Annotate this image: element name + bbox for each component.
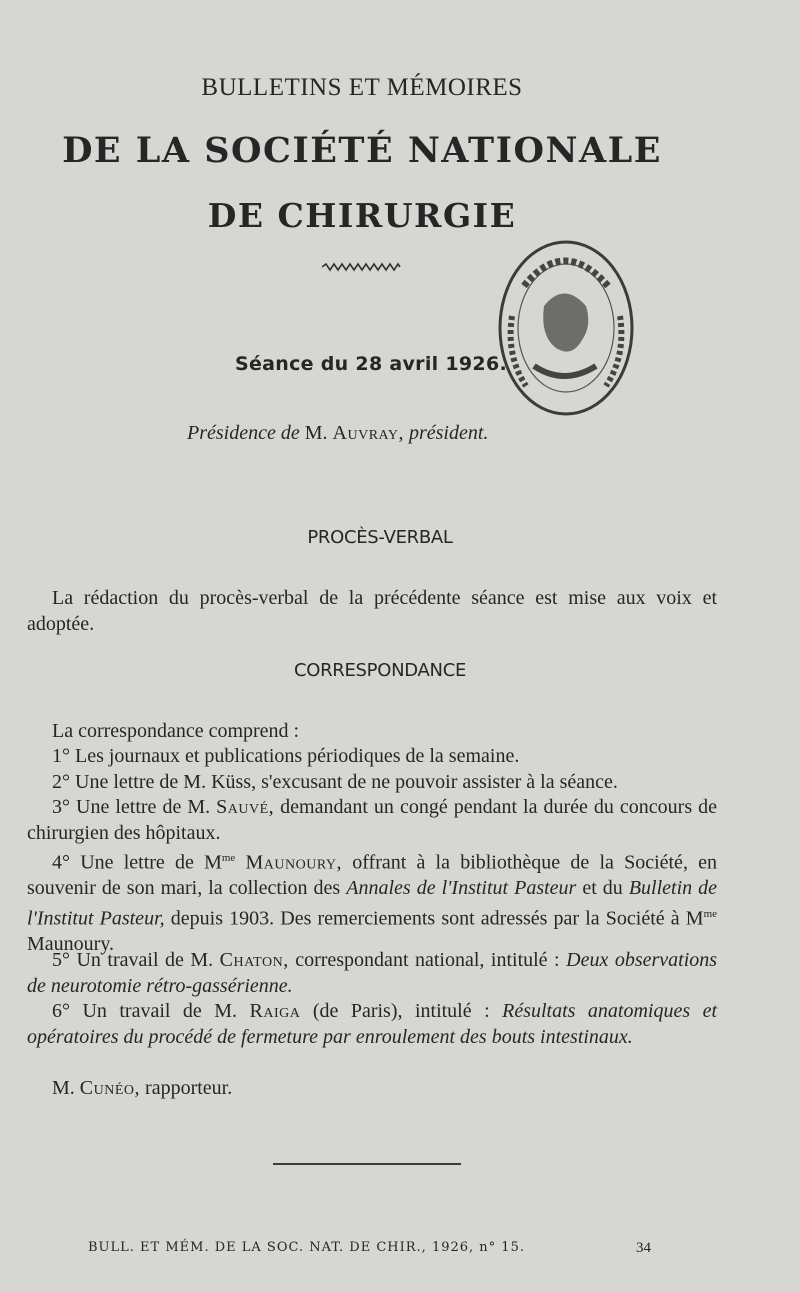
session-date: Séance du 28 avril 1926.	[235, 353, 507, 375]
item3-rest: demandant un congé pendant la durée du concours de chirurgien des hôpitaux.	[27, 796, 718, 844]
section-heading-proces-verbal: PROCÈS-VERBAL	[307, 527, 453, 548]
item5-body: correspondant national, intitulé :	[295, 949, 560, 971]
rapporteur-initial: M.	[52, 1077, 75, 1099]
item5-name: Chaton,	[219, 949, 289, 971]
item4-start: 4° Une lettre de M	[52, 851, 222, 874]
presidency-initial: M.	[304, 422, 328, 444]
item6-name: Raiga	[249, 1000, 301, 1022]
correspondance-item-2: 2° Une lettre de M. Küss, s'excusant de ne pouvoir assister à la séance.	[52, 771, 618, 793]
item4-end: Maunoury.	[27, 933, 115, 956]
section-divider	[273, 1163, 461, 1165]
decorative-ornament	[322, 262, 404, 272]
correspondance-item-3	[27, 795, 717, 846]
correspondance-item-5	[27, 948, 717, 999]
item4-sup2: me	[703, 907, 718, 920]
correspondance-intro: La correspondance comprend :	[52, 720, 300, 742]
president-name: Auvray,	[332, 422, 404, 444]
correspondance-item-6	[27, 999, 717, 1050]
item4-connector: et du	[582, 877, 623, 900]
correspondance-item-4	[27, 846, 717, 958]
item6-title: Résultats anatomiques et opératoires du procédé de fermeture par enroulement des bouts intestinaux.	[27, 1000, 718, 1048]
correspondance-item-1: 1° Les journaux et publications périodiques de la semaine.	[52, 745, 520, 767]
item6-body: (de Paris), intitulé :	[312, 1000, 490, 1022]
presidency-line	[187, 422, 488, 445]
presidency-suffix: président.	[408, 422, 489, 444]
item3-name: Sauvé,	[216, 796, 275, 818]
item4-title-bulletin: Bulletin de l'Institut Pasteur,	[27, 877, 718, 930]
rapporteur-line	[27, 1076, 717, 1102]
rapporteur-name: Cunéo,	[79, 1077, 141, 1099]
journal-title-line2: DE LA SOCIÉTÉ NATIONALE	[62, 130, 662, 171]
item4-thanks: depuis 1903. Des remerciements sont adressés par la Société à M	[170, 907, 704, 930]
item5-title: Deux observations de neurotomie rétro-gassérienne.	[27, 949, 718, 997]
item4-sup: me	[221, 852, 236, 864]
footer-citation: BULL. ET MÉM. DE LA SOC. NAT. DE CHIR., 1926, n° 15.	[88, 1240, 525, 1255]
library-stamp-icon	[494, 236, 644, 416]
item3-start: 3° Une lettre de M.	[52, 796, 211, 818]
item4-title-annales: Annales de l'Institut Pasteur	[346, 877, 577, 900]
journal-title-line3: DE CHIRURGIE	[207, 196, 517, 235]
page-number: 34	[636, 1240, 651, 1256]
item5-start: 5° Un travail de M.	[52, 949, 214, 971]
item4-body: offrant à la bibliothèque de la Société, en souvenir de son mari, la collection des	[27, 851, 718, 900]
rapporteur-role: rapporteur.	[145, 1077, 233, 1099]
item4-name: Maunoury,	[245, 851, 343, 874]
item6-start: 6° Un travail de M.	[52, 1000, 238, 1022]
proces-verbal-paragraph: La rédaction du procès-verbal de la précédente séance est mise aux voix et adoptée.	[27, 587, 717, 635]
presidency-prefix: Présidence de	[187, 422, 300, 444]
journal-title-line1: BULLETINS ET MÉMOIRES	[201, 74, 523, 101]
section-heading-correspondance: CORRESPONDANCE	[293, 660, 467, 681]
